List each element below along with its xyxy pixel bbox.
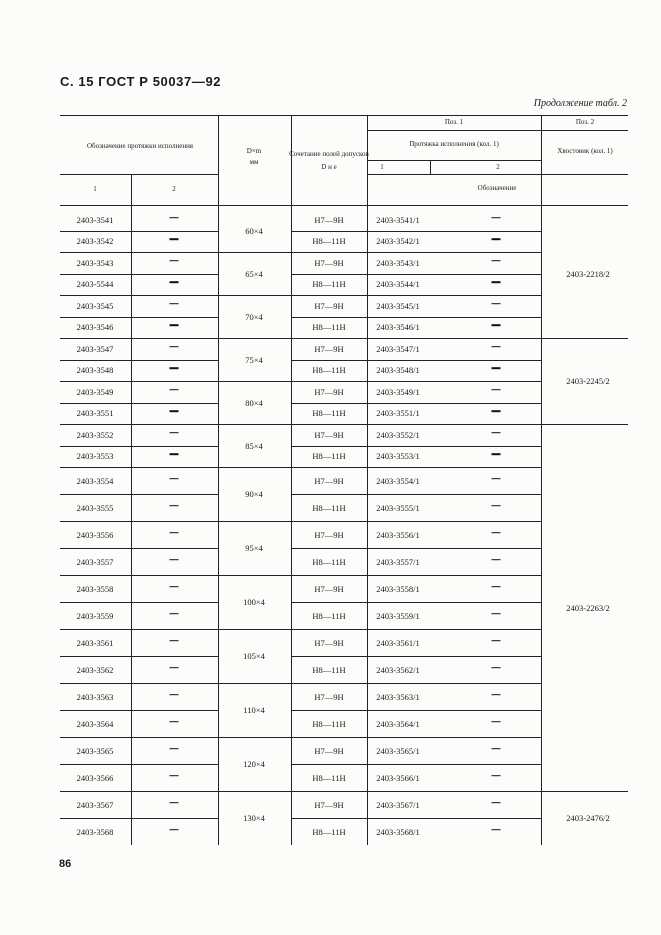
shank-group-rule — [541, 424, 628, 425]
row-rule — [291, 737, 541, 738]
table-continuation-label: Продолжение табл. 2 — [533, 98, 627, 109]
body-col-rule — [541, 205, 542, 845]
row-rule — [291, 575, 541, 576]
header-mm: мм — [249, 158, 259, 166]
dash-mark — [170, 694, 179, 696]
row-rule — [291, 467, 541, 468]
dash-mark — [492, 505, 501, 507]
row-designation: 2403-3563 — [76, 691, 114, 702]
row-designation: 2403-3546 — [76, 322, 114, 333]
row-pos1-code: 2403-3544/1 — [376, 279, 420, 290]
dash-mark — [492, 694, 501, 696]
size-group-rule — [218, 467, 291, 468]
row-rule — [60, 403, 218, 404]
row-designation: 2403-3557 — [76, 556, 114, 567]
header-col-rule — [367, 115, 368, 205]
row-rule — [291, 683, 541, 684]
size-value: 90×4 — [245, 489, 263, 499]
dash-mark — [492, 613, 501, 615]
dash-mark — [170, 505, 179, 507]
dash-mark — [492, 721, 501, 723]
dash-mark — [492, 410, 501, 412]
header-col-2: 2 — [172, 185, 176, 193]
row-rule — [60, 446, 218, 447]
row-rule — [60, 295, 218, 296]
row-pos1-code: 2403-3541/1 — [376, 214, 420, 225]
row-rule — [60, 274, 218, 275]
row-pos1-code: 2403-3551/1 — [376, 408, 420, 419]
row-pos1-code: 2403-3565/1 — [376, 745, 420, 756]
header-sub-rule — [367, 160, 541, 161]
dash-mark — [170, 432, 179, 434]
shank-code: 2403-2245/2 — [566, 376, 610, 386]
header-dxm: D×m — [246, 147, 262, 155]
row-pos1-code: 2403-3566/1 — [376, 772, 420, 783]
shank-code: 2403-2476/2 — [566, 813, 610, 823]
dash-mark — [492, 238, 501, 240]
dash-mark — [492, 367, 501, 369]
header-sub-rule — [367, 130, 541, 131]
row-designation: 2403-3568 — [76, 826, 114, 837]
row-pos1-code: 2403-3559/1 — [376, 610, 420, 621]
body-col-rule — [367, 205, 368, 845]
row-pos1-code: 2403-3567/1 — [376, 799, 420, 810]
dash-mark — [170, 667, 179, 669]
row-tolerance: H7—9H — [314, 429, 344, 440]
size-value: 95×4 — [245, 543, 263, 553]
size-group-rule — [218, 424, 291, 425]
size-value: 70×4 — [245, 311, 263, 322]
size-group-rule — [218, 381, 291, 382]
row-tolerance: H8—11H — [312, 826, 346, 837]
row-pos1-code: 2403-3543/1 — [376, 257, 420, 268]
dash-mark — [170, 324, 179, 326]
header-sub-rule — [60, 174, 218, 175]
row-designation: 2403-3547 — [76, 343, 114, 354]
row-tolerance: H8—11H — [312, 365, 346, 376]
size-value: 60×4 — [245, 225, 263, 236]
dash-mark — [492, 559, 501, 561]
size-group-rule — [218, 295, 291, 296]
dash-mark — [170, 367, 179, 369]
shank-group-rule — [541, 338, 628, 339]
dash-mark — [492, 478, 501, 480]
shank-code: 2403-2218/2 — [566, 268, 610, 279]
row-rule — [60, 575, 218, 576]
dash-mark — [170, 260, 179, 262]
row-designation: 2403-3562 — [76, 664, 114, 675]
size-value: 100×4 — [243, 597, 265, 607]
header-pos2: Поз. 2 — [575, 118, 595, 126]
page-number: 86 — [59, 858, 72, 870]
row-designation: 2403-3541 — [76, 214, 114, 225]
dash-mark — [170, 775, 179, 777]
row-rule — [291, 360, 541, 361]
dash-mark — [492, 260, 501, 262]
row-rule — [60, 381, 218, 382]
row-designation: 2403-3543 — [76, 257, 114, 268]
row-rule — [291, 446, 541, 447]
dash-mark — [492, 217, 501, 219]
size-value: 110×4 — [243, 705, 265, 715]
dash-mark — [170, 748, 179, 750]
size-value: 65×4 — [245, 268, 263, 279]
dash-mark — [492, 453, 501, 455]
row-pos1-code: 2403-3553/1 — [376, 451, 420, 462]
dash-mark — [170, 802, 179, 804]
row-pos1-code: 2403-3557/1 — [376, 556, 420, 567]
row-tolerance: H7—9H — [314, 475, 344, 486]
row-tolerance: H7—9H — [314, 343, 344, 354]
row-pos1-code: 2403-3568/1 — [376, 826, 420, 837]
row-designation: 2403-3561 — [76, 637, 114, 648]
row-rule — [291, 317, 541, 318]
row-tolerance: H8—11H — [312, 236, 346, 247]
row-designation: 2403-3556 — [76, 529, 114, 540]
row-rule — [291, 710, 541, 711]
size-group-rule — [218, 575, 291, 576]
header-broach: Протяжка исполнения (кол. 1) — [409, 140, 499, 148]
row-rule — [291, 656, 541, 657]
dash-mark — [170, 410, 179, 412]
row-rule — [291, 274, 541, 275]
header-col-rule — [291, 115, 292, 205]
row-rule — [60, 467, 218, 468]
dash-mark — [492, 281, 501, 283]
header-broach-col-1: 1 — [380, 163, 384, 171]
dash-mark — [170, 478, 179, 480]
size-group-rule — [218, 791, 291, 792]
row-pos1-code: 2403-3549/1 — [376, 386, 420, 397]
header-col-rule — [218, 115, 219, 205]
dash-mark — [492, 303, 501, 305]
dash-mark — [170, 238, 179, 240]
dash-mark — [492, 532, 501, 534]
row-tolerance: H8—11H — [312, 279, 346, 290]
row-rule — [291, 403, 541, 404]
row-rule — [60, 494, 218, 495]
header-col-rule — [131, 174, 132, 205]
row-designation: 2403-3558 — [76, 583, 114, 594]
row-pos1-code: 2403-3562/1 — [376, 664, 420, 675]
row-rule — [60, 252, 218, 253]
size-value: 120×4 — [243, 759, 265, 769]
row-tolerance: H7—9H — [314, 583, 344, 594]
size-value: 75×4 — [245, 354, 263, 365]
row-tolerance: H8—11H — [312, 322, 346, 333]
row-tolerance: H7—9H — [314, 300, 344, 311]
row-designation: 2403-3555 — [76, 502, 114, 513]
row-rule — [60, 629, 218, 630]
row-rule — [291, 338, 541, 339]
dash-mark — [492, 775, 501, 777]
dash-mark — [492, 829, 501, 831]
shank-group-rule — [541, 791, 628, 792]
header-shank: Хвостовик (кол. 1) — [557, 147, 613, 155]
row-designation: 2403-3553 — [76, 451, 114, 462]
dash-mark — [492, 748, 501, 750]
header-bottom-rule — [60, 205, 628, 206]
row-rule — [291, 521, 541, 522]
size-value: 105×4 — [243, 651, 265, 661]
dash-mark — [492, 802, 501, 804]
dash-mark — [492, 389, 501, 391]
row-rule — [60, 683, 218, 684]
body-col-rule — [291, 205, 292, 845]
dash-mark — [170, 721, 179, 723]
row-rule — [60, 818, 218, 819]
row-rule — [291, 791, 541, 792]
row-designation: 2403-3542 — [76, 236, 114, 247]
row-pos1-code: 2403-3561/1 — [376, 637, 420, 648]
dash-mark — [170, 532, 179, 534]
dash-mark — [492, 667, 501, 669]
row-tolerance: H8—11H — [312, 451, 346, 462]
row-tolerance: H7—9H — [314, 691, 344, 702]
row-rule — [60, 764, 218, 765]
dash-mark — [492, 324, 501, 326]
dash-mark — [170, 281, 179, 283]
row-tolerance: H7—9H — [314, 257, 344, 268]
size-value: 85×4 — [245, 440, 263, 451]
dash-mark — [170, 453, 179, 455]
body-col-rule — [131, 205, 132, 845]
row-rule — [60, 424, 218, 425]
dash-mark — [170, 613, 179, 615]
dash-mark — [492, 432, 501, 434]
row-designation: 2403-5544 — [76, 279, 114, 290]
row-rule — [60, 791, 218, 792]
row-designation: 2403-3549 — [76, 386, 114, 397]
dash-mark — [170, 303, 179, 305]
size-group-rule — [218, 629, 291, 630]
dash-mark — [492, 346, 501, 348]
row-rule — [291, 231, 541, 232]
dash-mark — [170, 586, 179, 588]
size-group-rule — [218, 338, 291, 339]
row-pos1-code: 2403-3545/1 — [376, 300, 420, 311]
page-header: С. 15 ГОСТ Р 50037—92 — [60, 74, 222, 89]
dash-mark — [170, 559, 179, 561]
row-rule — [60, 656, 218, 657]
row-rule — [291, 818, 541, 819]
header-oboznachenie: Обозначение — [477, 184, 517, 192]
header-sub-rule — [367, 174, 628, 175]
header-tolerance: Сочетание полей допусков — [289, 150, 369, 158]
row-tolerance: H7—9H — [314, 529, 344, 540]
row-tolerance: H7—9H — [314, 214, 344, 225]
header-dhe: D н е — [321, 163, 337, 171]
row-pos1-code: 2403-3556/1 — [376, 529, 420, 540]
row-tolerance: H8—11H — [312, 772, 346, 783]
row-designation: 2403-3559 — [76, 610, 114, 621]
row-rule — [60, 602, 218, 603]
size-group-rule — [218, 737, 291, 738]
row-rule — [291, 548, 541, 549]
size-group-rule — [218, 252, 291, 253]
row-tolerance: H7—9H — [314, 386, 344, 397]
row-rule — [60, 231, 218, 232]
row-rule — [60, 317, 218, 318]
row-pos1-code: 2403-3547/1 — [376, 343, 420, 354]
row-designation: 2403-3567 — [76, 799, 114, 810]
row-designation: 2403-3564 — [76, 718, 114, 729]
row-tolerance: H7—9H — [314, 799, 344, 810]
row-tolerance: H7—9H — [314, 637, 344, 648]
header-top-rule — [60, 115, 628, 116]
row-rule — [60, 710, 218, 711]
row-rule — [60, 521, 218, 522]
row-rule — [291, 424, 541, 425]
header-col-rule — [430, 160, 431, 174]
row-designation: 2403-3554 — [76, 475, 114, 486]
header-col-rule — [541, 115, 542, 205]
row-pos1-code: 2403-3563/1 — [376, 691, 420, 702]
row-pos1-code: 2403-3554/1 — [376, 475, 420, 486]
row-rule — [60, 548, 218, 549]
header-pos1: Поз. 1 — [444, 118, 464, 126]
dash-mark — [170, 217, 179, 219]
row-rule — [60, 737, 218, 738]
row-pos1-code: 2403-3558/1 — [376, 583, 420, 594]
row-tolerance: H8—11H — [312, 556, 346, 567]
header-designation: Обозначение протяжки исполнения — [86, 142, 194, 150]
row-tolerance: H8—11H — [312, 664, 346, 675]
header-broach-col-2: 2 — [496, 163, 500, 171]
row-rule — [60, 338, 218, 339]
header-col-1: 1 — [93, 185, 97, 193]
row-pos1-code: 2403-3546/1 — [376, 322, 420, 333]
size-group-rule — [218, 521, 291, 522]
row-tolerance: H7—9H — [314, 745, 344, 756]
row-tolerance: H8—11H — [312, 718, 346, 729]
row-rule — [291, 381, 541, 382]
size-group-rule — [218, 683, 291, 684]
dash-mark — [492, 586, 501, 588]
row-designation: 2403-3551 — [76, 408, 114, 419]
row-designation: 2403-3566 — [76, 772, 114, 783]
row-pos1-code: 2403-3542/1 — [376, 236, 420, 247]
shank-code: 2403-2263/2 — [566, 602, 610, 613]
row-rule — [291, 764, 541, 765]
row-tolerance: H8—11H — [312, 502, 346, 513]
dash-mark — [170, 346, 179, 348]
row-designation: 2403-3552 — [76, 429, 114, 440]
row-pos1-code: 2403-3548/1 — [376, 365, 420, 376]
row-tolerance: H8—11H — [312, 610, 346, 621]
dash-mark — [170, 640, 179, 642]
row-designation: 2403-3545 — [76, 300, 114, 311]
size-value: 80×4 — [245, 397, 263, 408]
size-value: 130×4 — [243, 813, 265, 823]
dash-mark — [170, 829, 179, 831]
row-pos1-code: 2403-3555/1 — [376, 502, 420, 513]
row-rule — [291, 494, 541, 495]
row-pos1-code: 2403-3564/1 — [376, 718, 420, 729]
row-rule — [291, 629, 541, 630]
row-rule — [291, 295, 541, 296]
row-rule — [291, 252, 541, 253]
header-sub-rule — [541, 130, 628, 131]
body-col-rule — [218, 205, 219, 845]
dash-mark — [170, 389, 179, 391]
row-designation: 2403-3565 — [76, 745, 114, 756]
row-designation: 2403-3548 — [76, 365, 114, 376]
dash-mark — [492, 640, 501, 642]
row-rule — [60, 360, 218, 361]
row-rule — [291, 602, 541, 603]
row-pos1-code: 2403-3552/1 — [376, 429, 420, 440]
row-tolerance: H8—11H — [312, 408, 346, 419]
